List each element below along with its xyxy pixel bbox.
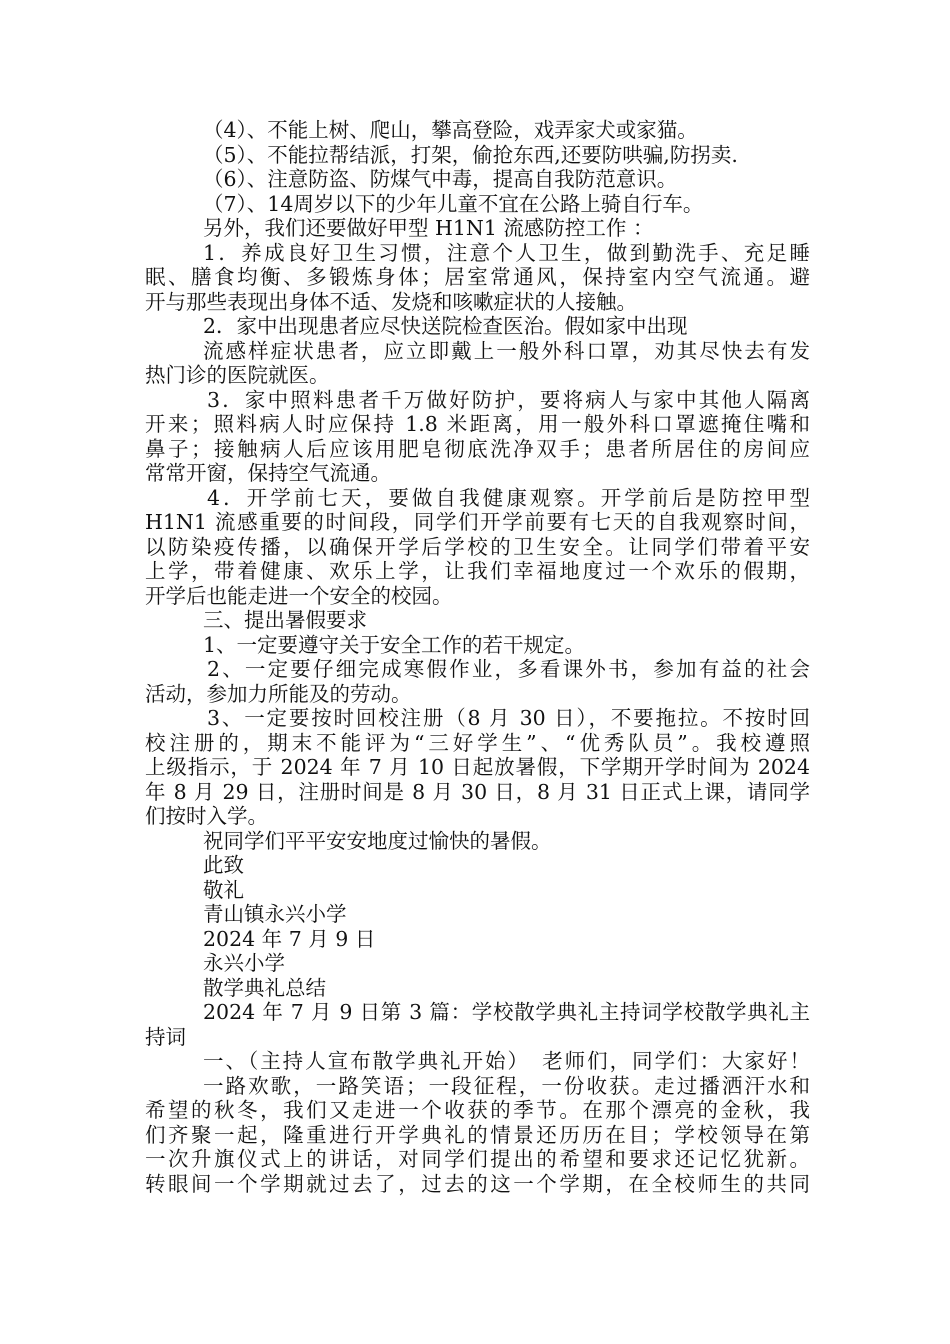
text-line: 开来；照料病人时应保持 1.8 米距离，用一般外科口罩遮掩住嘴和 [145,412,810,436]
text-line: 散学典礼总结 [203,975,326,1000]
text-line: 常常开窗，保持空气流通。 [145,461,391,485]
text-line: 敬礼 [203,877,244,902]
text-line: 们按时入学。 [145,804,268,828]
text-line: 2．家中出现患者应尽快送院检查医治。假如家中出现 [203,314,688,338]
text-line: （6）、注意防盗、防煤气中毒，提高自我防范意识。 [203,167,678,191]
text-line: 2024 年 7 月 9 日第 3 篇：学校散学典礼主持词学校散学典礼主 [203,1000,810,1024]
text-line: 2、一定要仔细完成寒假作业，多看课外书，参加有益的社会 [207,657,810,681]
text-line: 眠、膳食均衡、多锻炼身体；居室常通风，保持室内空气流通。避 [145,265,810,289]
text-line: 们齐聚一起，隆重进行开学典礼的情景还历历在目；学校领导在第 [145,1122,810,1147]
text-line: 一次升旗仪式上的讲话，对同学们提出的希望和要求还记忆犹新。 [145,1147,810,1171]
text-line: 此致 [203,853,244,877]
text-line: 开与那些表现出身体不适、发烧和咳嗽症状的人接触。 [145,289,637,314]
text-line: 1、一定要遵守关于安全工作的若干规定。 [203,632,586,657]
document-body [145,118,810,1196]
text-line: 一、（主持人宣布散学典礼开始） 老师们，同学们：大家好！ [203,1049,810,1073]
text-line: （7）、14周岁以下的少年儿童不宜在公路上骑自行车。 [203,191,704,216]
text-line: 希望的秋冬，我们又走进一个收获的季节。在那个漂亮的金秋，我 [145,1098,810,1122]
text-line: 青山镇永兴小学 [203,902,347,926]
text-line: 活动，参加力所能及的劳动。 [145,681,412,706]
text-line: H1N1 流感重要的时间段，同学们开学前要有七天的自我观察时间， [145,510,810,534]
text-line: 3、一定要按时回校注册（8 月 30 日），不要拖拉。不按时回 [207,706,810,730]
text-line: 1．养成良好卫生习惯，注意个人卫生，做到勤洗手、充足睡 [203,240,810,265]
text-line: 另外，我们还要做好甲型 H1N1 流感防控工作 ： [203,216,654,240]
text-line: 热门诊的医院就医。 [145,363,330,387]
text-line: 2024 年 7 月 9 日 [203,926,376,951]
text-line: 年 8 月 29 日，注册时间是 8 月 30 日，8 月 31 日正式上课，请同学 [145,779,810,804]
text-line: （4）、不能上树、爬山，攀高登险，戏弄家犬或家猫。 [203,118,698,142]
text-line: 三、提出暑假要求 [203,608,367,632]
text-line: 4．开学前七天，要做自我健康观察。开学前后是防控甲型 [207,485,810,510]
text-line: 上级指示，于 2024 年 7 月 10 日起放暑假，下学期开学时间为 2024 [145,755,810,779]
text-line: 永兴小学 [203,951,285,975]
text-line: 流感样症状患者，应立即戴上一般外科口罩，劝其尽快去有发 [203,338,810,363]
text-line: 3．家中照料患者千万做好防护，要将病人与家中其他人隔离 [207,387,810,412]
text-line: 祝同学们平平安安地度过愉快的暑假。 [203,828,552,853]
text-line: （5）、不能拉帮结派，打架，偷抢东西,还要防哄骗,防拐卖. [203,142,738,167]
text-line: 校注册的，期末不能评为“三好学生”、“优秀队员”。我校遵照 [145,730,810,755]
text-line: 开学后也能走进一个安全的校园。 [145,583,453,608]
text-line: 鼻子；接触病人后应该用肥皂彻底洗净双手；患者所居住的房间应 [145,436,810,461]
text-line: 持词 [145,1024,186,1049]
text-line: 转眼间一个学期就过去了，过去的这一个学期，在全校师生的共同 [145,1171,810,1196]
text-line: 一路欢歌，一路笑语；一段征程，一份收获。走过播洒汗水和 [203,1073,810,1098]
text-line: 以防染疫传播，以确保开学后学校的卫生安全。让同学们带着平安 [145,534,810,559]
text-line: 上学，带着健康、欢乐上学，让我们幸福地度过一个欢乐的假期， [145,559,810,583]
